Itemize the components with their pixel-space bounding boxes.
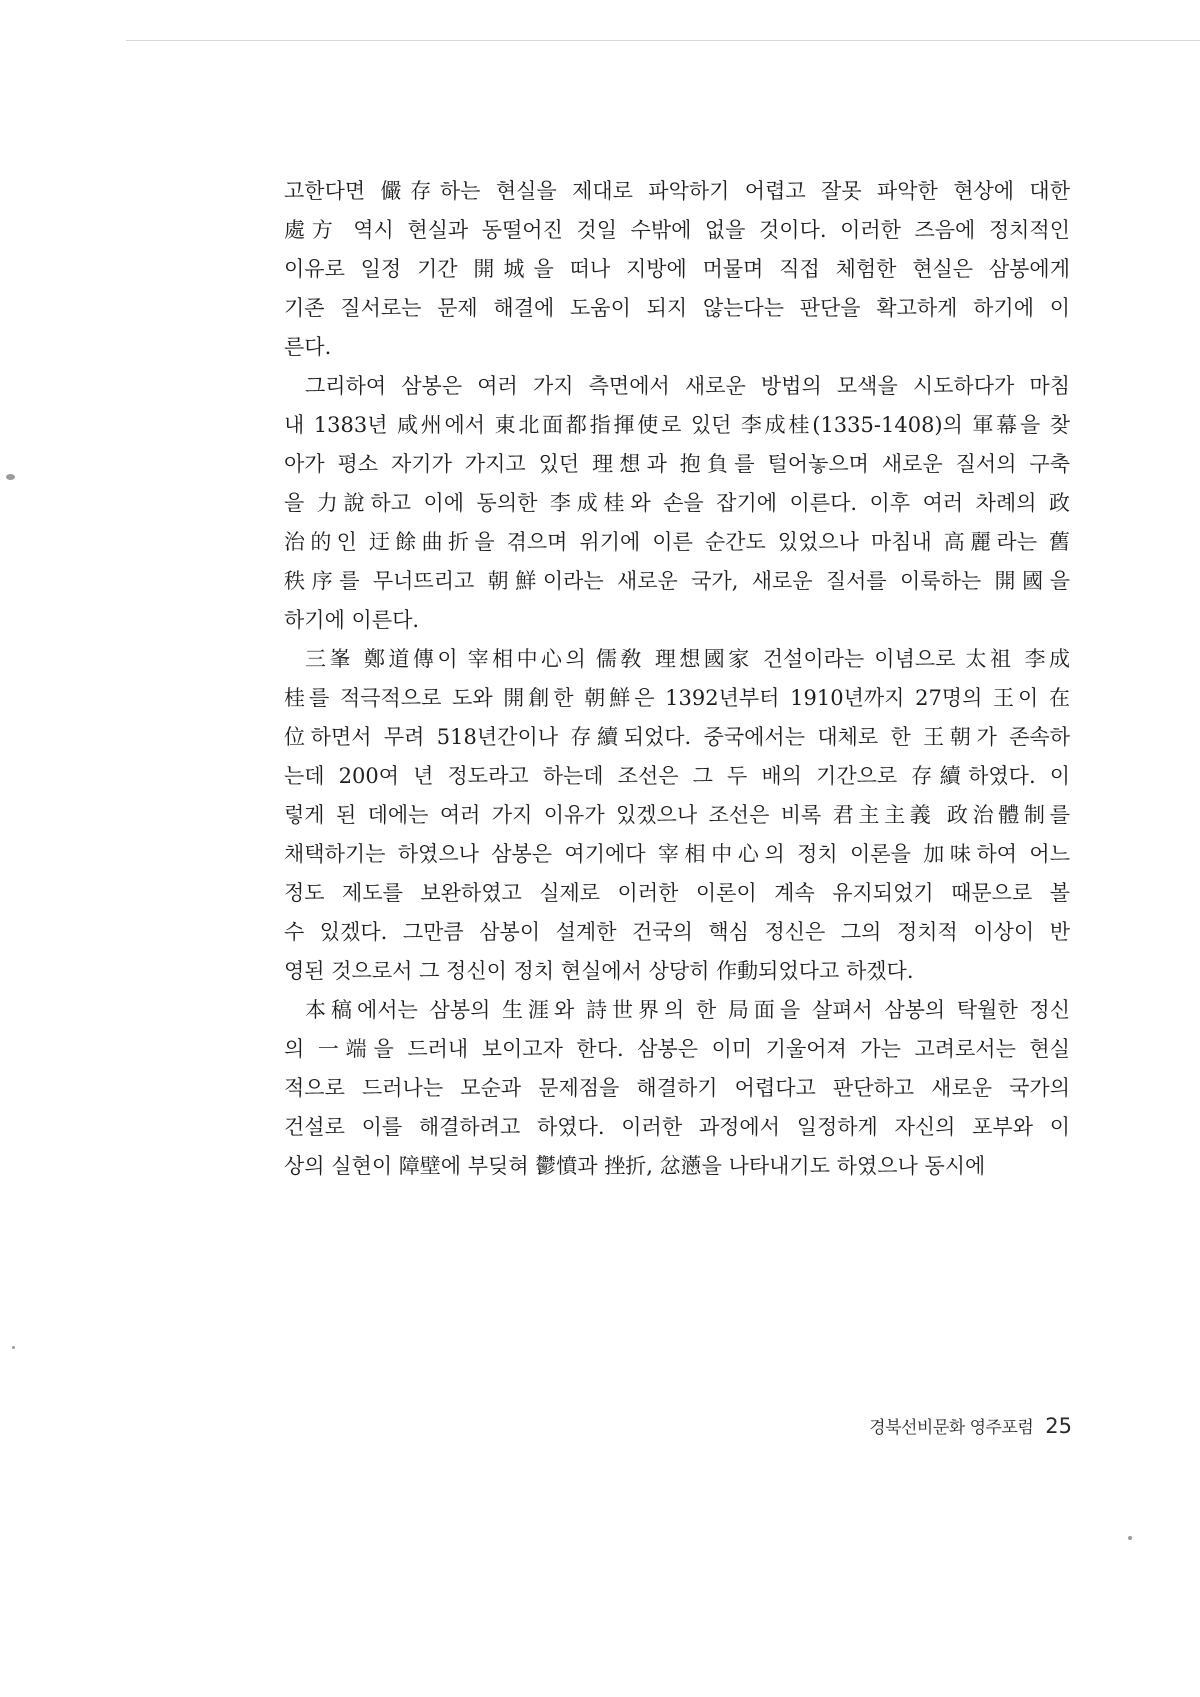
text-line: 秩序를 무너뜨리고 朝鮮이라는 새로운 국가, 새로운 질서를 이룩하는 開國을 — [284, 569, 1070, 593]
text-line: 本稿에서는 삼봉의 生涯와 詩世界의 한 局面을 살펴서 삼봉의 탁월한 정신 — [305, 998, 1070, 1022]
paragraph — [284, 640, 1070, 991]
text-line: 을 力說하고 이에 동의한 李成桂와 손을 잡기에 이른다. 이후 여러 차례의 政 — [284, 491, 1070, 515]
text-line: 의 一端을 드러내 보이고자 한다. 삼봉은 이미 기울어져 가는 고려로서는 현실 — [284, 1037, 1070, 1061]
text-line: 位하면서 무려 518년간이나 存續되었다. 중국에서는 대체로 한 王朝가 존속하 — [284, 725, 1070, 749]
text-line: 영된 것으로서 그 정신이 정치 현실에서 상당히 作動되었다고 하겠다. — [284, 959, 914, 983]
text-line: 상의 실현이 障壁에 부딪혀 鬱憤과 挫折, 忿懣을 나타내기도 하였으나 동시에 — [284, 1154, 986, 1178]
page-footer — [869, 1413, 1072, 1438]
text-line: 이유로 일정 기간 開城을 떠나 지방에 머물며 직접 체험한 현실은 삼봉에게 — [284, 257, 1070, 281]
text-line: 그리하여 삼봉은 여러 가지 측면에서 새로운 방법의 모색을 시도하다가 마침 — [305, 374, 1070, 398]
header-rule — [126, 40, 1200, 41]
text-line: 아가 평소 자기가 가지고 있던 理想과 抱負를 털어놓으며 새로운 질서의 구축 — [284, 452, 1070, 476]
text-line: 채택하기는 하였으나 삼봉은 여기에다 宰相中心의 정치 이론을 加味하여 어느 — [284, 842, 1070, 866]
body-text — [284, 172, 1070, 1186]
footer-publication-title: 경북선비문화 영주포럼 — [869, 1418, 1034, 1438]
text-line: 三峯 鄭道傳이 宰相中心의 儒敎 理想國家 건설이라는 이념으로 太祖 李成 — [305, 647, 1070, 671]
scan-speck — [12, 1346, 15, 1349]
text-line: 내 1383년 咸州에서 東北面都指揮使로 있던 李成桂(1335-1408)의 軍幕을 찾 — [284, 413, 1070, 437]
paragraph — [284, 172, 1070, 367]
scan-speck — [6, 474, 15, 480]
text-line: 수 있겠다. 그만큼 삼봉이 설계한 건국의 핵심 정신은 그의 정치적 이상이 반 — [284, 920, 1070, 944]
text-line: 處方 역시 현실과 동떨어진 것일 수밖에 없을 것이다. 이러한 즈음에 정치적인 — [284, 218, 1070, 242]
scan-speck — [1128, 1536, 1132, 1540]
text-line: 정도 제도를 보완하였고 실제로 이러한 이론이 계속 유지되었기 때문으로 볼 — [284, 881, 1070, 905]
text-line: 렇게 된 데에는 여러 가지 이유가 있겠으나 조선은 비록 君主主義 政治體制를 — [284, 803, 1070, 827]
text-line: 桂를 적극적으로 도와 開創한 朝鮮은 1392년부터 1910년까지 27명의 王이 在 — [284, 686, 1070, 710]
text-line: 하기에 이른다. — [284, 608, 420, 632]
text-line: 른다. — [284, 335, 332, 359]
paragraph — [284, 367, 1070, 640]
paragraph — [284, 991, 1070, 1186]
text-line: 건설로 이를 해결하려고 하였다. 이러한 과정에서 일정하게 자신의 포부와 이 — [284, 1115, 1070, 1139]
text-line: 기존 질서로는 문제 해결에 도움이 되지 않는다는 판단을 확고하게 하기에 이 — [284, 296, 1070, 320]
text-line: 적으로 드러나는 모순과 문제점을 해결하기 어렵다고 판단하고 새로운 국가의 — [284, 1076, 1070, 1100]
text-line: 는데 200여 년 정도라고 하는데 조선은 그 두 배의 기간으로 存續하였다. 이 — [284, 764, 1070, 788]
text-line: 治的인 迂餘曲折을 겪으며 위기에 이른 순간도 있었으나 마침내 高麗라는 舊 — [284, 530, 1070, 554]
text-line: 고한다면 儼存하는 현실을 제대로 파악하기 어렵고 잘못 파악한 현상에 대한 — [284, 179, 1070, 203]
page-number: 25 — [1045, 1413, 1072, 1438]
